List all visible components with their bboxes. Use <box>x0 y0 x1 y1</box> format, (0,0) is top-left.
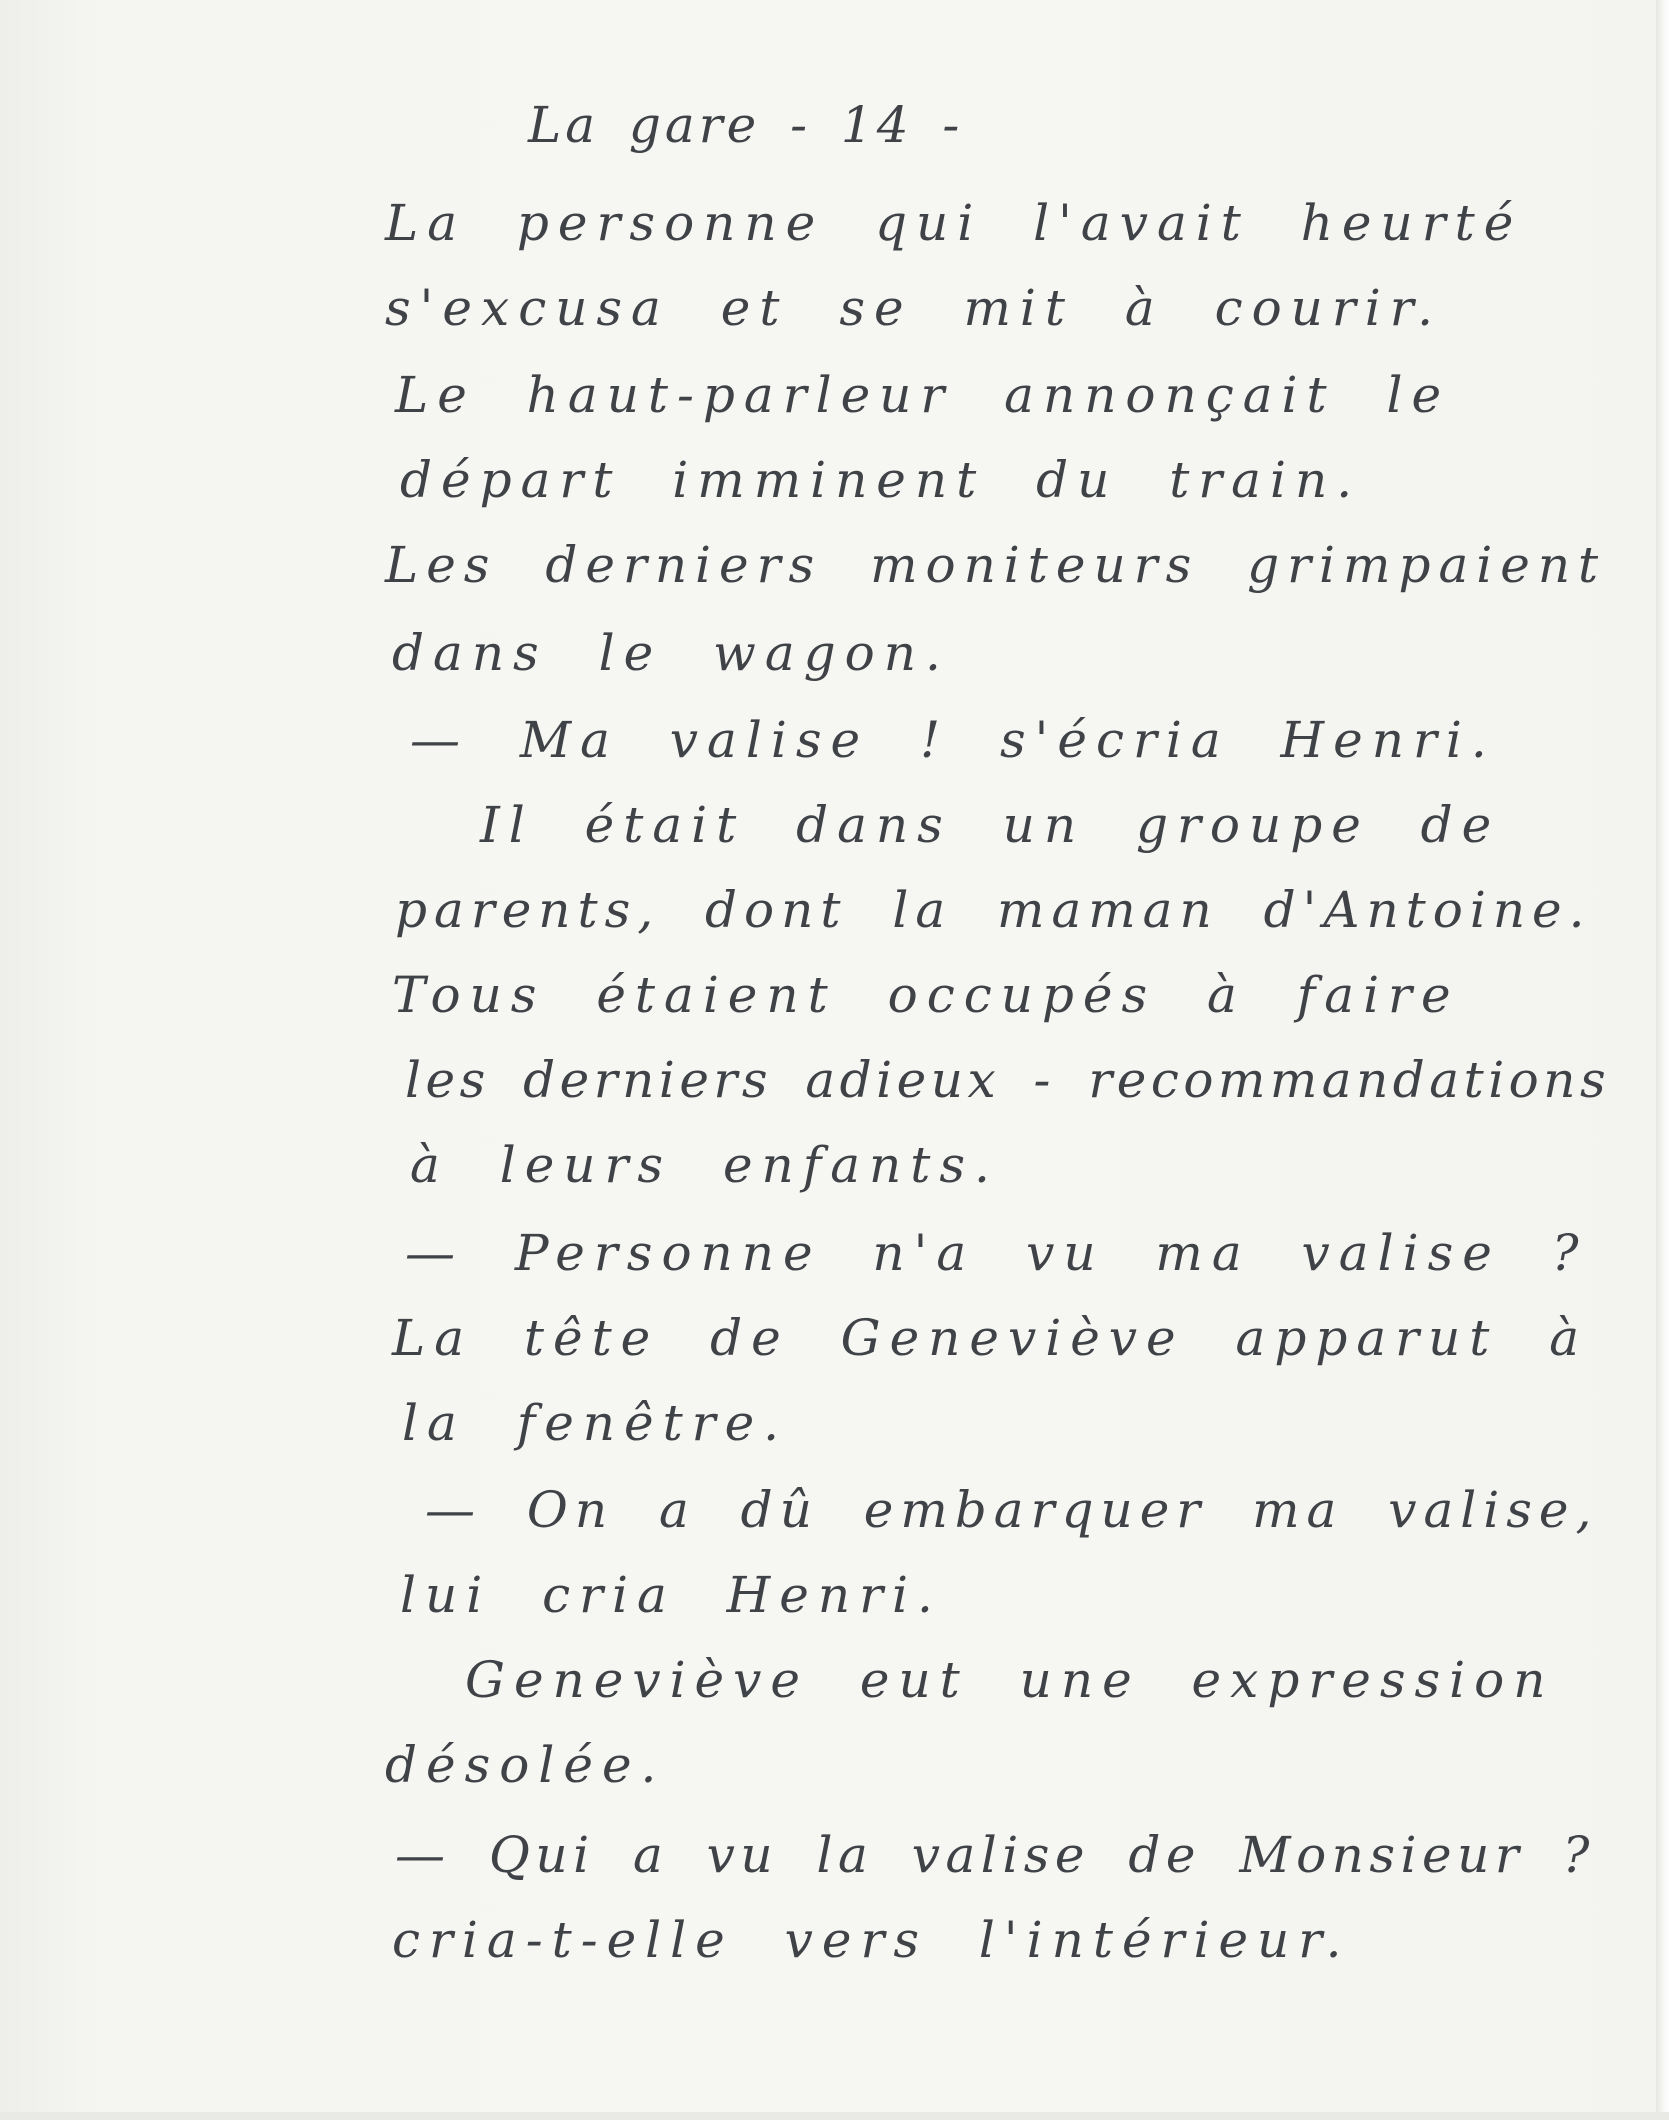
text-line-21: cria-t-elle vers l'intérieur. <box>392 1911 1351 1969</box>
text-line-13: — Personne n'a vu ma valise ? <box>405 1224 1588 1282</box>
text-line-10: Tous étaient occupés à faire <box>392 966 1460 1024</box>
text-line-11: les derniers adieux - recommandations <box>405 1051 1611 1109</box>
text-line-17: lui cria Henri. <box>400 1566 942 1624</box>
text-line-5: Les derniers moniteurs grimpaient <box>385 536 1607 594</box>
text-line-2: s'excusa et se mit à courir. <box>385 279 1443 337</box>
text-line-6: dans le wagon. <box>392 624 950 682</box>
text-line-18: Geneviève eut une expression <box>465 1651 1555 1709</box>
page-edge-bottom <box>0 2112 1669 2120</box>
text-line-7: — Ma valise ! s'écria Henri. <box>410 711 1496 769</box>
text-line-4: départ imminent du train. <box>400 451 1362 509</box>
page-edge-right <box>1656 0 1669 2120</box>
text-line-16: — On a dû embarquer ma valise, <box>425 1481 1599 1539</box>
page-title: La gare - 14 - <box>528 96 964 154</box>
text-line-15: la fenêtre. <box>402 1394 789 1452</box>
text-line-20: — Qui a vu la valise de Monsieur ? <box>395 1826 1595 1884</box>
text-line-12: à leurs enfants. <box>410 1136 999 1194</box>
text-line-1: La personne qui l'avait heurté <box>385 194 1523 252</box>
text-line-8: Il était dans un groupe de <box>480 796 1501 854</box>
text-line-3: Le haut-parleur annonçait le <box>395 366 1451 424</box>
text-line-19: désolée. <box>385 1736 666 1794</box>
text-line-14: La tête de Geneviève apparut à <box>392 1309 1589 1367</box>
text-line-9: parents, dont la maman d'Antoine. <box>395 881 1592 939</box>
